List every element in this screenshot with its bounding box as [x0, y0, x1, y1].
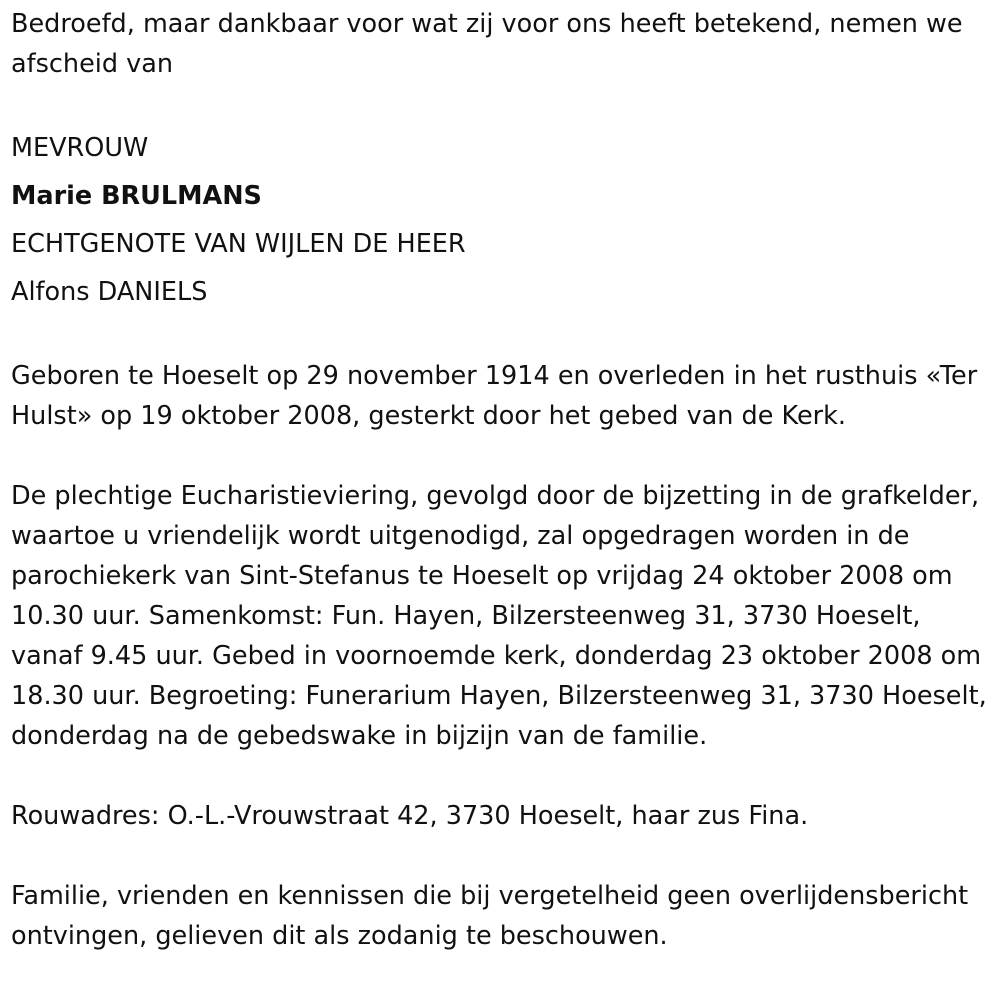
spacer — [11, 836, 996, 876]
spacer — [11, 84, 996, 124]
death-notice — [11, 4, 996, 956]
spacer — [11, 316, 996, 356]
ceremony-text: De plechtige Eucharistieviering, gevolgd door de bijzetting in de grafkelder, waartoe u vriendelijk wordt uitgenodigd, zal opgedragen worden in de parochiekerk van Sint-Stefanus te Hoeselt op vrijdag 24 oktober 2008 om 10.30 uur. Samenkomst: Fun. Hayen, Bilzersteenweg 31, 3730 Hoeselt, vanaf 9.45 uur. Gebed in voornoemde kerk, donderdag 23 oktober 2008 om 18.30 uur. Begroeting: Funerarium Hayen, Bilzersteenweg 31, 3730 Hoeselt, donderdag na de gebedswake in bijzijn van de familie. — [11, 481, 987, 751]
title-text: MEVROUW — [11, 133, 149, 163]
relation-text: ECHTGENOTE VAN WIJLEN DE HEER — [11, 229, 466, 259]
spacer — [11, 756, 996, 796]
mourning-address: Rouwadres: O.-L.-Vrouwstraat 42, 3730 Hoeselt, haar zus Fina. — [11, 801, 809, 831]
deceased-name: Marie BRULMANS — [11, 181, 262, 211]
spacer — [11, 436, 996, 476]
spouse-name: Alfons DANIELS — [11, 277, 208, 307]
deceased-block — [11, 124, 996, 316]
intro-text: Bedroefd, maar dankbaar voor wat zij voor ons heeft betekend, nemen we afscheid van — [11, 9, 963, 79]
closing-text: Familie, vrienden en kennissen die bij vergetelheid geen overlijdensbericht ontvingen, gelieven dit als zodanig te beschouwen. — [11, 881, 969, 951]
birth-death-text: Geboren te Hoeselt op 29 november 1914 en overleden in het rusthuis «Ter Hulst» op 19 oktober 2008, gesterkt door het gebed van de Kerk. — [11, 361, 978, 431]
